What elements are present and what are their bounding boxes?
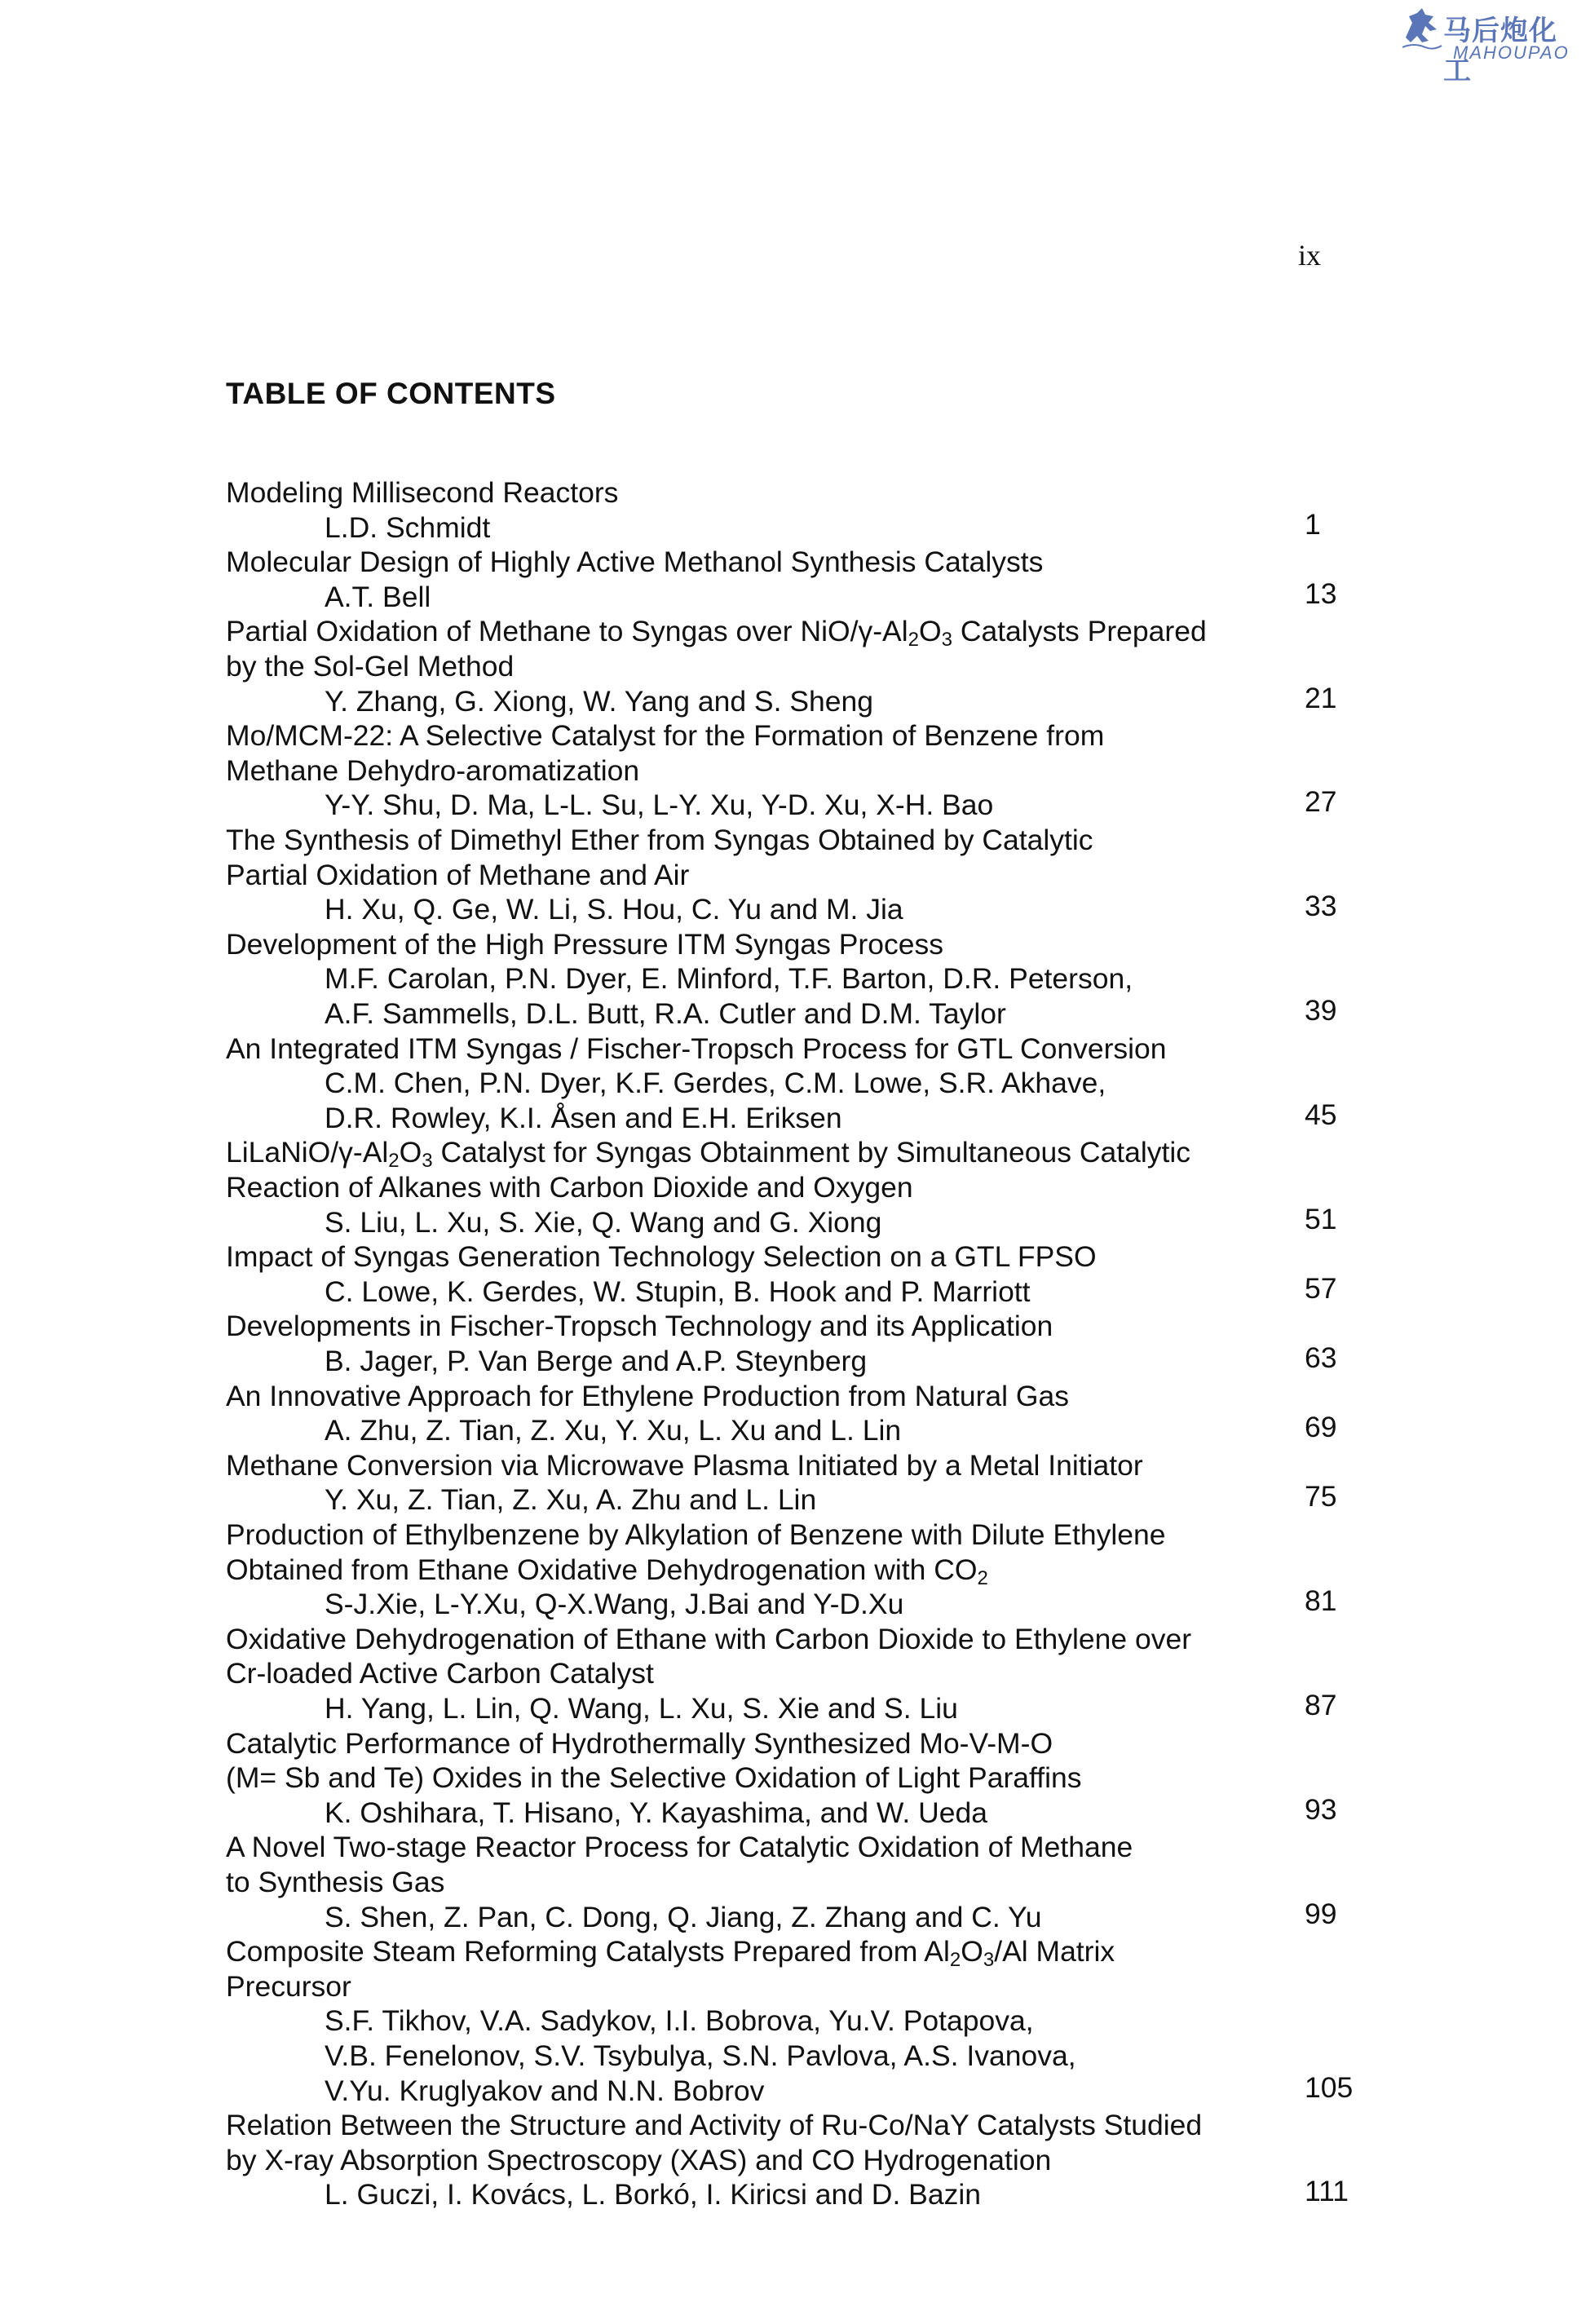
- entry-title-line: Development of the High Pressure ITM Syngas Process: [226, 927, 943, 961]
- entry-authors-line: D.R. Rowley, K.I. Åsen and E.H. Eriksen: [325, 1101, 842, 1134]
- entry-title-line: LiLaNiO/$\gamma-Al_2O_3$ Catalyst for Syngas Obtainment by Simultaneous Catalytic: [226, 1136, 1190, 1173]
- entry-authors-line: A. Zhu, Z. Tian, Z. Xu, Y. Xu, L. Xu and L. Lin: [325, 1414, 902, 1447]
- entry-page-number: 75: [1305, 1480, 1337, 1513]
- entry-authors-line: A.T. Bell: [325, 580, 431, 613]
- entry-title-line: Precursor: [226, 1969, 351, 2003]
- entry-authors-line: C. Lowe, K. Gerdes, W. Stupin, B. Hook and P. Marriott: [325, 1275, 1031, 1308]
- entry-authors-line: M.F. Carolan, P.N. Dyer, E. Minford, T.F. Barton, D.R. Peterson,: [325, 962, 1133, 996]
- entry-title-line: Methane Dehydro-aromatization: [226, 753, 640, 787]
- entry-page-number: 57: [1305, 1271, 1337, 1305]
- entry-page-number: 13: [1305, 577, 1337, 610]
- entry-title-line: to Synthesis Gas: [226, 1866, 445, 1898]
- entry-page-number: 27: [1305, 785, 1337, 819]
- entry-authors-line: L.D. Schmidt: [325, 510, 491, 544]
- entry-page-number: 1: [1305, 507, 1321, 541]
- entry-page-number: 45: [1305, 1098, 1337, 1131]
- entry-page-number: 87: [1305, 1689, 1337, 1721]
- watermark-logo: [1401, 5, 1572, 87]
- entry-page-number: 39: [1305, 994, 1337, 1027]
- entry-title-line: Partial Oxidation of Methane and Air: [226, 858, 690, 891]
- entry-page-number: 105: [1305, 2070, 1354, 2104]
- entry-title-line: Modeling Millisecond Reactors: [226, 476, 619, 509]
- entry-title-line: Cr-loaded Active Carbon Catalyst: [226, 1657, 654, 1690]
- entry-authors-line: Y-Y. Shu, D. Ma, L-L. Su, L-Y. Xu, Y-D. Xu, X-H. Bao: [325, 789, 994, 822]
- toc-heading: TABLE OF CONTENTS: [226, 377, 556, 410]
- entry-page-number: 63: [1305, 1341, 1337, 1374]
- entry-page-number: 51: [1305, 1202, 1337, 1235]
- watermark-text-cn: 马后炮化工: [1443, 15, 1557, 87]
- entry-title-line: Methane Conversion via Microwave Plasma Initiated by a Metal Initiator: [226, 1448, 1143, 1482]
- entry-title-line: Oxidative Dehydrogenation of Ethane with Carbon Dioxide to Ethylene over: [226, 1622, 1192, 1655]
- entry-page-number: 99: [1305, 1897, 1337, 1930]
- entry-title-line: Reaction of Alkanes with Carbon Dioxide and Oxygen: [226, 1171, 913, 1204]
- entry-authors-line: Y. Zhang, G. Xiong, W. Yang and S. Sheng: [325, 684, 873, 718]
- entry-authors-line: V.Yu. Kruglyakov and N.N. Bobrov: [325, 2074, 765, 2107]
- entry-page-number: 69: [1305, 1411, 1337, 1444]
- entry-authors-line: L. Guczi, I. Kovács, L. Borkó, I. Kiricsi and D. Bazin: [325, 2178, 981, 2211]
- entry-page-number: 93: [1305, 1792, 1337, 1826]
- entry-page-number: 33: [1305, 890, 1337, 923]
- entry-title-line: Impact of Syngas Generation Technology Selection on a GTL FPSO: [226, 1240, 1097, 1274]
- entry-title-line: An Integrated ITM Syngas / Fischer-Tropsch Process for GTL Conversion: [226, 1032, 1167, 1065]
- page-number: ix: [1298, 239, 1322, 272]
- horse-logo-icon: [1401, 5, 1443, 54]
- entry-title-line: Obtained from Ethane Oxidative Dehydrogenation with $CO_2$: [226, 1553, 988, 1589]
- entry-authors-line: H. Yang, L. Lin, Q. Wang, L. Xu, S. Xie and S. Liu: [325, 1692, 958, 1725]
- entry-title-line: The Synthesis of Dimethyl Ether from Syngas Obtained by Catalytic: [226, 824, 1093, 856]
- entry-title-line: Molecular Design of Highly Active Methanol Synthesis Catalysts: [226, 546, 1044, 579]
- entry-authors-line: Y. Xu, Z. Tian, Z. Xu, A. Zhu and L. Lin: [325, 1483, 817, 1517]
- entry-title-line: Relation Between the Structure and Activity of Ru-Co/NaY Catalysts Studied: [226, 2109, 1203, 2142]
- entry-authors-line: K. Oshihara, T. Hisano, Y. Kayashima, and W. Ueda: [325, 1796, 987, 1829]
- entry-page-number: 111: [1305, 2175, 1349, 2208]
- entry-title-line: by X-ray Absorption Spectroscopy (XAS) and CO Hydrogenation: [226, 2143, 1052, 2176]
- entry-title-line: An Innovative Approach for Ethylene Production from Natural Gas: [226, 1379, 1070, 1412]
- entry-title-line: Production of Ethylbenzene by Alkylation of Benzene with Dilute Ethylene: [226, 1518, 1166, 1551]
- entry-title-line: Mo/MCM-22: A Selective Catalyst for the Formation of Benzene from: [226, 719, 1105, 753]
- entry-page-number: 21: [1305, 681, 1337, 714]
- entry-title-line: (M= Sb and Te) Oxides in the Selective Oxidation of Light Paraffins: [226, 1761, 1082, 1795]
- entry-authors-line: C.M. Chen, P.N. Dyer, K.F. Gerdes, C.M. Lowe, S.R. Akhave,: [325, 1067, 1106, 1100]
- entry-authors-line: H. Xu, Q. Ge, W. Li, S. Hou, C. Yu and M. Jia: [325, 893, 903, 926]
- watermark-text-en: MAHOUPAO: [1453, 42, 1570, 63]
- entry-authors-line: V.B. Fenelonov, S.V. Tsybulya, S.N. Pavlova, A.S. Ivanova,: [325, 2039, 1076, 2072]
- entry-authors-line: S. Shen, Z. Pan, C. Dong, Q. Jiang, Z. Zhang and C. Yu: [325, 1900, 1042, 1933]
- entry-title-line: by the Sol-Gel Method: [226, 650, 515, 683]
- entry-title-line: Catalytic Performance of Hydrothermally Synthesized Mo-V-M-O: [226, 1726, 1053, 1760]
- entry-title-line: Composite Steam Reforming Catalysts Prepared from $Al_2O_3/Al$ Matrix: [226, 1935, 1115, 1972]
- entry-authors-line: B. Jager, P. Van Berge and A.P. Steynberg: [325, 1345, 868, 1377]
- entry-title-line: Developments in Fischer-Tropsch Technology and its Application: [226, 1310, 1053, 1343]
- entry-authors-line: S-J.Xie, L-Y.Xu, Q-X.Wang, J.Bai and Y-D.Xu: [325, 1588, 904, 1621]
- entry-authors-line: S. Liu, L. Xu, S. Xie, Q. Wang and G. Xiong: [325, 1205, 882, 1239]
- entry-authors-line: S.F. Tikhov, V.A. Sadykov, I.I. Bobrova, Yu.V. Potapova,: [325, 2004, 1034, 2038]
- entry-page-number: 81: [1305, 1584, 1337, 1618]
- entry-title-line: Partial Oxidation of Methane to Syngas over NiO/$\gamma-Al_2O_3$ Catalysts Prepared: [226, 615, 1207, 652]
- entry-title-line: A Novel Two-stage Reactor Process for Catalytic Oxidation of Methane: [226, 1831, 1133, 1864]
- entry-authors-line: A.F. Sammells, D.L. Butt, R.A. Cutler and D.M. Taylor: [325, 997, 1006, 1030]
